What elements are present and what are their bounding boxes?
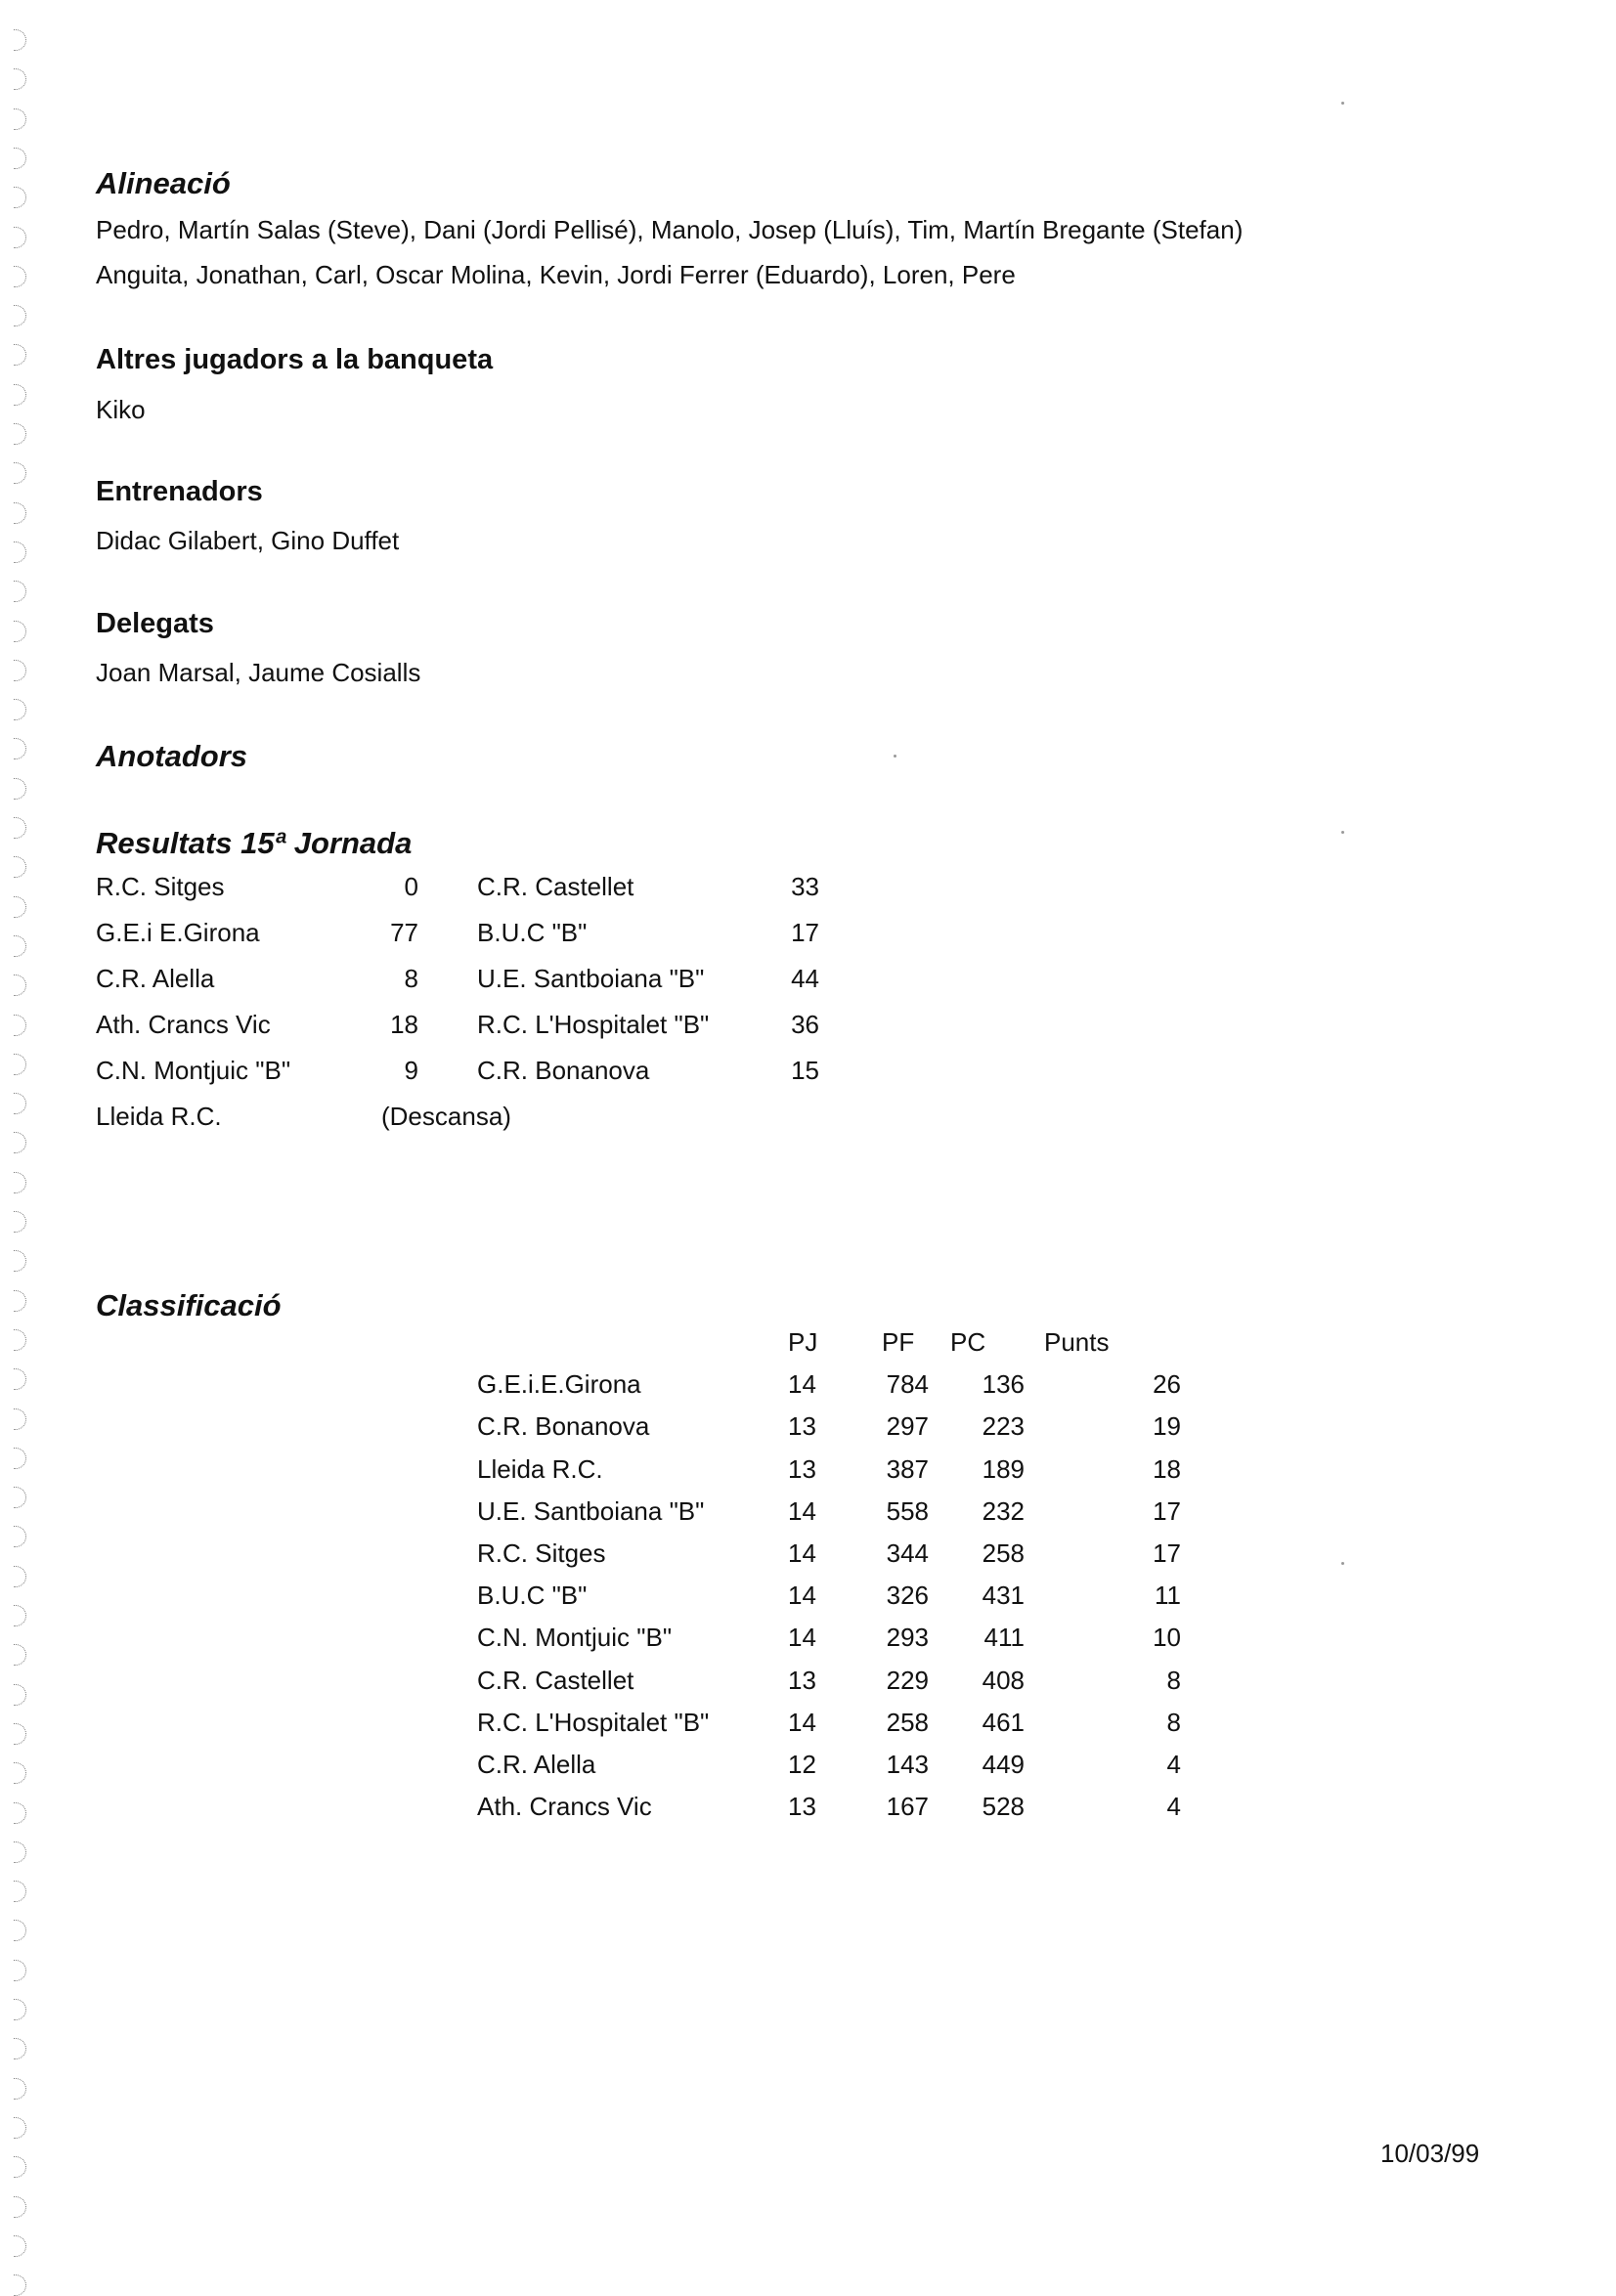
binding-hole [14, 2078, 26, 2100]
binding-hole [14, 227, 26, 248]
binding-hole [14, 738, 26, 759]
binding-hole [14, 502, 26, 524]
team-name: Lleida R.C. [477, 1453, 603, 1484]
binding-hole [14, 148, 26, 169]
scan-speck [1341, 831, 1344, 834]
played: 13 [788, 1453, 816, 1484]
binding-hole [14, 699, 26, 720]
binding-hole [14, 542, 26, 563]
points-against: 232 [982, 1495, 1025, 1526]
binding-hole [14, 1448, 26, 1469]
scorers-heading: Anotadors [96, 739, 247, 773]
points: 19 [1153, 1411, 1181, 1442]
points: 18 [1153, 1453, 1181, 1484]
home-score: 9 [404, 1056, 418, 1085]
points-against: 461 [982, 1707, 1025, 1737]
played: 14 [788, 1369, 816, 1400]
binding-hole [14, 384, 26, 406]
binding-hole [14, 187, 26, 208]
home-team: G.E.i E.Girona [96, 918, 260, 947]
document-date: 10/03/99 [1380, 2139, 1480, 2168]
binding-hole [14, 423, 26, 445]
scan-speck [894, 755, 896, 758]
binding-hole [14, 1408, 26, 1430]
binding-hole [14, 581, 26, 602]
binding-hole [14, 305, 26, 326]
points-for: 293 [886, 1623, 929, 1653]
team-name: B.U.C "B" [477, 1581, 588, 1611]
col-pj: PJ [788, 1327, 818, 1357]
binding-hole [14, 2274, 26, 2296]
away-score: 44 [791, 964, 819, 993]
binding-hole [14, 1920, 26, 1941]
points-against: 449 [982, 1749, 1025, 1779]
col-pf: PF [882, 1327, 915, 1357]
points-against: 223 [982, 1411, 1025, 1442]
col-punts: Punts [1044, 1327, 1110, 1357]
points: 10 [1153, 1623, 1181, 1653]
home-team: C.N. Montjuic "B" [96, 1056, 291, 1085]
binding-hole [14, 68, 26, 90]
points-against: 136 [982, 1369, 1025, 1400]
team-name: Ath. Crancs Vic [477, 1792, 652, 1822]
resting-team: Lleida R.C. [96, 1102, 222, 1131]
binding-hole [14, 2156, 26, 2178]
binding-hole [14, 1329, 26, 1351]
binding-hole [14, 1644, 26, 1666]
binding-hole [14, 29, 26, 51]
away-score: 15 [791, 1056, 819, 1085]
played: 14 [788, 1495, 816, 1526]
binding-hole [14, 1054, 26, 1075]
binding-hole [14, 1290, 26, 1312]
points-for: 297 [886, 1411, 929, 1442]
team-name: U.E. Santboiana "B" [477, 1495, 705, 1526]
played: 14 [788, 1623, 816, 1653]
standings-heading: Classificació [96, 1288, 282, 1322]
binding-hole [14, 1566, 26, 1587]
points: 4 [1166, 1792, 1181, 1822]
points: 11 [1155, 1581, 1181, 1611]
home-score: 0 [404, 872, 418, 901]
binding-hole [14, 2196, 26, 2218]
played: 14 [788, 1538, 816, 1568]
binding-hole [14, 1999, 26, 2020]
points-against: 258 [982, 1538, 1025, 1568]
team-name: C.R. Alella [477, 1749, 596, 1779]
binding-hole [14, 462, 26, 484]
points-against: 431 [982, 1581, 1025, 1611]
away-score: 33 [791, 872, 819, 901]
binding-hole [14, 1093, 26, 1114]
binding-hole [14, 935, 26, 957]
binding-hole [14, 975, 26, 996]
binding-hole [14, 1881, 26, 1902]
home-team: Ath. Crancs Vic [96, 1010, 271, 1039]
binding-hole [14, 1762, 26, 1784]
team-name: R.C. Sitges [477, 1538, 606, 1568]
lineup-line-1: Pedro, Martín Salas (Steve), Dani (Jordi Pellisé), Manolo, Josep (Lluís), Tim, Martín Bregante (Stefan) [96, 215, 1244, 244]
binding-hole [14, 817, 26, 839]
played: 13 [788, 1411, 816, 1442]
scan-speck [1341, 1562, 1344, 1565]
binding-hole [14, 1250, 26, 1272]
delegates-heading: Delegats [96, 608, 214, 639]
bench-text: Kiko [96, 395, 146, 424]
played: 14 [788, 1707, 816, 1737]
away-score: 17 [791, 918, 819, 947]
binding-hole [14, 108, 26, 130]
scan-speck [1341, 102, 1344, 105]
away-score: 36 [791, 1010, 819, 1039]
points-against: 528 [982, 1792, 1025, 1822]
points-against: 189 [982, 1453, 1025, 1484]
points: 4 [1166, 1749, 1181, 1779]
binding-hole [14, 1487, 26, 1508]
team-name: C.R. Castellet [477, 1665, 634, 1695]
binding-hole [14, 660, 26, 681]
binding-hole [14, 1132, 26, 1153]
team-name: C.R. Bonanova [477, 1411, 650, 1442]
points: 17 [1153, 1538, 1181, 1568]
bench-heading: Altres jugadors a la banqueta [96, 344, 494, 375]
away-team: R.C. L'Hospitalet "B" [477, 1010, 710, 1039]
points-for: 784 [886, 1369, 929, 1400]
binding-hole [14, 1015, 26, 1036]
points-for: 229 [886, 1665, 929, 1695]
points-against: 411 [983, 1623, 1025, 1653]
points: 26 [1153, 1369, 1181, 1400]
binding-hole [14, 344, 26, 366]
home-score: 77 [390, 918, 418, 947]
away-team: B.U.C "B" [477, 918, 588, 947]
home-score: 8 [404, 964, 418, 993]
away-team: C.R. Bonanova [477, 1056, 650, 1085]
binding-hole [14, 1211, 26, 1233]
lineup-heading: Alineació [96, 166, 231, 200]
binding-hole [14, 896, 26, 918]
points-for: 258 [886, 1707, 929, 1737]
binding-hole [14, 266, 26, 287]
binding-hole [14, 1172, 26, 1193]
team-name: R.C. L'Hospitalet "B" [477, 1707, 710, 1737]
points-for: 558 [886, 1495, 929, 1526]
played: 13 [788, 1792, 816, 1822]
binding-hole [14, 856, 26, 878]
binding-hole [14, 1960, 26, 1981]
played: 13 [788, 1665, 816, 1695]
points: 8 [1166, 1665, 1181, 1695]
points-for: 326 [886, 1581, 929, 1611]
lineup-line-2: Anguita, Jonathan, Carl, Oscar Molina, Kevin, Jordi Ferrer (Eduardo), Loren, Pere [96, 260, 1016, 289]
home-team: R.C. Sitges [96, 872, 225, 901]
points-for: 143 [886, 1749, 929, 1779]
team-name: G.E.i.E.Girona [477, 1369, 641, 1400]
points: 17 [1153, 1495, 1181, 1526]
coaches-heading: Entrenadors [96, 476, 263, 507]
points-for: 167 [886, 1792, 929, 1822]
away-team: C.R. Castellet [477, 872, 634, 901]
coaches-text: Didac Gilabert, Gino Duffet [96, 526, 400, 555]
points: 8 [1166, 1707, 1181, 1737]
spiral-binding [8, 0, 37, 2286]
binding-hole [14, 1605, 26, 1626]
binding-hole [14, 1723, 26, 1745]
binding-hole [14, 1841, 26, 1863]
points-for: 344 [886, 1538, 929, 1568]
delegates-text: Joan Marsal, Jaume Cosialls [96, 658, 421, 687]
binding-hole [14, 1526, 26, 1547]
binding-hole [14, 2235, 26, 2257]
binding-hole [14, 778, 26, 800]
binding-hole [14, 2038, 26, 2059]
binding-hole [14, 1802, 26, 1824]
rest-note: (Descansa) [381, 1102, 511, 1131]
home-team: C.R. Alella [96, 964, 215, 993]
points-for: 387 [886, 1453, 929, 1484]
away-team: U.E. Santboiana "B" [477, 964, 705, 993]
played: 12 [788, 1749, 816, 1779]
played: 14 [788, 1581, 816, 1611]
home-score: 18 [390, 1010, 418, 1039]
binding-hole [14, 1684, 26, 1706]
binding-hole [14, 621, 26, 642]
binding-hole [14, 2117, 26, 2139]
binding-hole [14, 1368, 26, 1390]
team-name: C.N. Montjuic "B" [477, 1623, 673, 1653]
results-heading: Resultats 15ª Jornada [96, 826, 413, 860]
col-pc: PC [950, 1327, 986, 1357]
points-against: 408 [982, 1665, 1025, 1695]
